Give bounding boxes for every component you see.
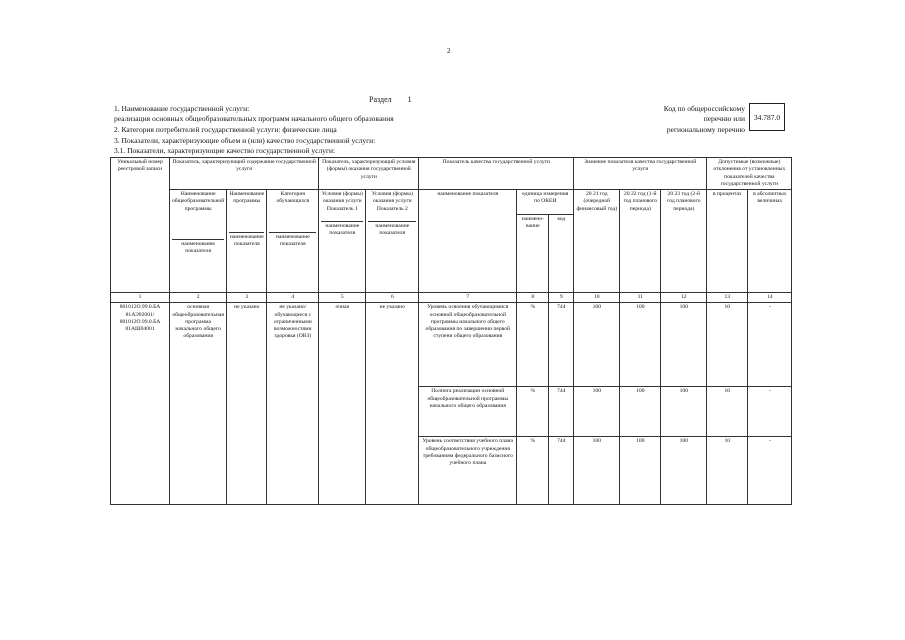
code-label-line2: перечню или [703, 114, 745, 123]
code-value-box: 34.787.0 [749, 103, 785, 131]
group-quality-header: Показатель качества государственной услуги [419, 158, 574, 190]
group-values-header: Значение показателя качества государственной услуги [574, 158, 707, 190]
unit-code: 744 [549, 303, 574, 387]
record-condition2: не указано [366, 303, 419, 505]
sub-program-header: Наименование общеобразовательной программы наименование показателя [170, 190, 227, 293]
indicator-name: Уровень освоения обучающимися основной общеобразовательной программы начального общего образования по завершении первой ступени общего образования [419, 303, 517, 387]
quality-indicators-heading: 3.1. Показатели, характеризующие качество государственной услуги: [114, 146, 336, 155]
year1-header: 20 21 год (очередной финансовый год) [574, 190, 620, 293]
col-number: 10 [574, 293, 620, 303]
unit-name-header: наимено-вание [517, 215, 549, 293]
col-number: 4 [267, 293, 319, 303]
section-number: 1 [407, 95, 412, 104]
indicator-name: Уровень соответствия учебного плана общеобразовательного учреждения требованиям федерального базисного учебного плана [419, 437, 517, 505]
code-label-line3: региональному перечню [666, 125, 745, 134]
record-standard: не указано [227, 303, 267, 505]
unit-name: % [517, 387, 549, 437]
unit-code: 744 [549, 387, 574, 437]
value-year1: 100 [574, 437, 620, 505]
indicator-name: Полнота реализации основной общеобразовательной программы начального общего образования [419, 387, 517, 437]
column-numbers-row [111, 293, 792, 303]
unit-code-header: код [549, 215, 574, 293]
service-name-label: 1. Наименование государственной услуги: [114, 104, 250, 113]
table-row [111, 303, 792, 387]
deviation-absolute-header: в абсолютных величинах [748, 190, 792, 293]
deviation-absolute: - [748, 303, 792, 387]
deviation-percent: 10 [707, 387, 748, 437]
deviation-percent-header: в процентах [707, 190, 748, 293]
section-title [369, 95, 412, 104]
record-condition1: очная [319, 303, 366, 505]
value-year3: 100 [661, 387, 707, 437]
unit-code: 744 [549, 437, 574, 505]
value-year3: 100 [661, 437, 707, 505]
col-number: 2 [170, 293, 227, 303]
consumer-category: 2. Категория потребителей государственной услуги: физические лица [114, 125, 337, 134]
record-program: основная общеобразовательная программа начального общего образования [170, 303, 227, 505]
unit-header: единица измерения по ОКЕИ [517, 190, 574, 215]
deviation-percent: 10 [707, 437, 748, 505]
col-number: 1 [111, 293, 170, 303]
code-label-line1: Код по общероссийскому [663, 104, 745, 113]
indicators-heading: 3. Показатели, характеризующие объем и (или) качество государственной услуги: [114, 136, 376, 145]
quality-table [110, 157, 792, 505]
col-number: 8 [517, 293, 549, 303]
col-number: 13 [707, 293, 748, 303]
value-year1: 100 [574, 387, 620, 437]
value-year3: 100 [661, 303, 707, 387]
col-number: 5 [319, 293, 366, 303]
unit-name: % [517, 303, 549, 387]
section-label: Раздел [369, 95, 392, 104]
value-year2: 100 [620, 437, 661, 505]
sub-condition2-header: Условия (формы) оказания услуги Показатель 2 наименование показателя [366, 190, 419, 293]
col-number: 12 [661, 293, 707, 303]
page-number: 2 [447, 47, 451, 55]
col-number: 11 [620, 293, 661, 303]
col-number: 14 [748, 293, 792, 303]
deviation-percent: 10 [707, 303, 748, 387]
col-number: 3 [227, 293, 267, 303]
year3-header: 20 23 год (2-й год планового периода) [661, 190, 707, 293]
indicator-name-header: наименование показателя [419, 190, 517, 293]
value-year2: 100 [620, 303, 661, 387]
year2-header: 20 22 год (1-й год планового периода) [620, 190, 661, 293]
sub-category-header: Категория обучающихся наименование показателя [267, 190, 319, 293]
sub-standard-header: Наименование программы наименование показателя [227, 190, 267, 293]
value-year1: 100 [574, 303, 620, 387]
sub-condition1-header: Условия (формы) оказания услуги Показатель 1 наименование показателя [319, 190, 366, 293]
unit-name: % [517, 437, 549, 505]
col-number: 7 [419, 293, 517, 303]
deviation-absolute: - [748, 387, 792, 437]
deviation-absolute: - [748, 437, 792, 505]
record-category: не указано/ обучающиеся с ограниченными возможностями здоровья (ОВЗ) [267, 303, 319, 505]
col-number: 9 [549, 293, 574, 303]
col-registry-number-header: Уникальный номер реестровой записи [111, 158, 170, 293]
group-conditions-header: Показатель, характеризующий условия (формы) оказания государственной услуги [319, 158, 419, 190]
group-deviation-header: Допустимые (возможные) отклонения от установленных показателей качества государственной услуги [707, 158, 792, 190]
service-name-value: реализация основных общеобразовательных программ начального общего образования [114, 114, 394, 123]
group-content-header: Показатель, характеризующий содержание государственной услуги [170, 158, 319, 190]
record-id: 801012О.99.0.БА 81АЭ92001/ 801012О.99.0.БА 81АШ04001 [111, 303, 170, 505]
value-year2: 100 [620, 387, 661, 437]
col-number: 6 [366, 293, 419, 303]
